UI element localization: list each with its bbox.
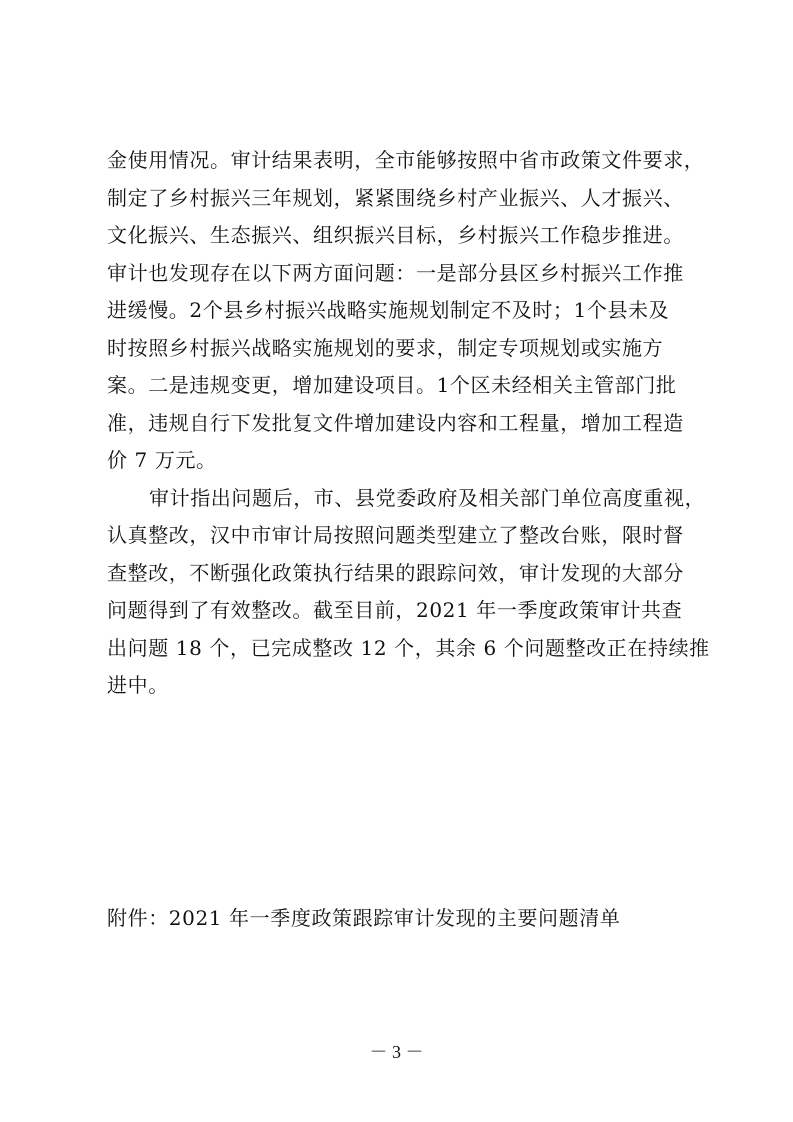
page-number: － 3 － [369, 1042, 424, 1062]
text-line: 价 7 万元。 [107, 448, 217, 472]
text-line: 案。二是违规变更，增加建设项目。1个区未经相关主管部门批 [107, 373, 677, 397]
text-line: 金使用情况。审计结果表明，全市能够按照中省市政策文件要求， [107, 148, 705, 172]
attachment-note: 附件：2021 年一季度政策跟踪审计发现的主要问题清单 [107, 906, 621, 930]
text-line: 问题得到了有效整改。截至目前，2021 年一季度政策审计共查 [107, 598, 683, 622]
text-line: 查整改，不断强化政策执行结果的跟踪问效，审计发现的大部分 [107, 560, 684, 585]
body-text [107, 142, 710, 705]
text-line: 审计指出问题后，市、县党委政府及相关部门单位高度重视， [149, 485, 706, 510]
text-line: 进中。 [107, 673, 169, 697]
paragraph-audit-findings [107, 142, 705, 480]
text-line: 文化振兴、生态振兴、组织振兴目标，乡村振兴工作稳步推进。 [107, 223, 684, 247]
text-line: 时按照乡村振兴战略实施规划的要求，制定专项规划或实施方 [107, 335, 664, 360]
paragraph-rectification [107, 480, 710, 705]
text-line: 制定了乡村振兴三年规划，紧紧围绕乡村产业振兴、人才振兴、 [107, 185, 684, 210]
text-line: 认真整改，汉中市审计局按照问题类型建立了整改台账，限时督 [107, 523, 684, 547]
text-line: 出问题 18 个，已完成整改 12 个，其余 6 个问题整改正在持续推 [107, 635, 710, 660]
text-line: 准，违规自行下发批复文件增加建设内容和工程量，增加工程造 [107, 410, 684, 435]
text-line: 审计也发现存在以下两方面问题：一是部分县区乡村振兴工作推 [107, 260, 684, 285]
text-line: 进缓慢。2个县乡村振兴战略实施规划制定不及时；1个县未及 [107, 298, 670, 322]
